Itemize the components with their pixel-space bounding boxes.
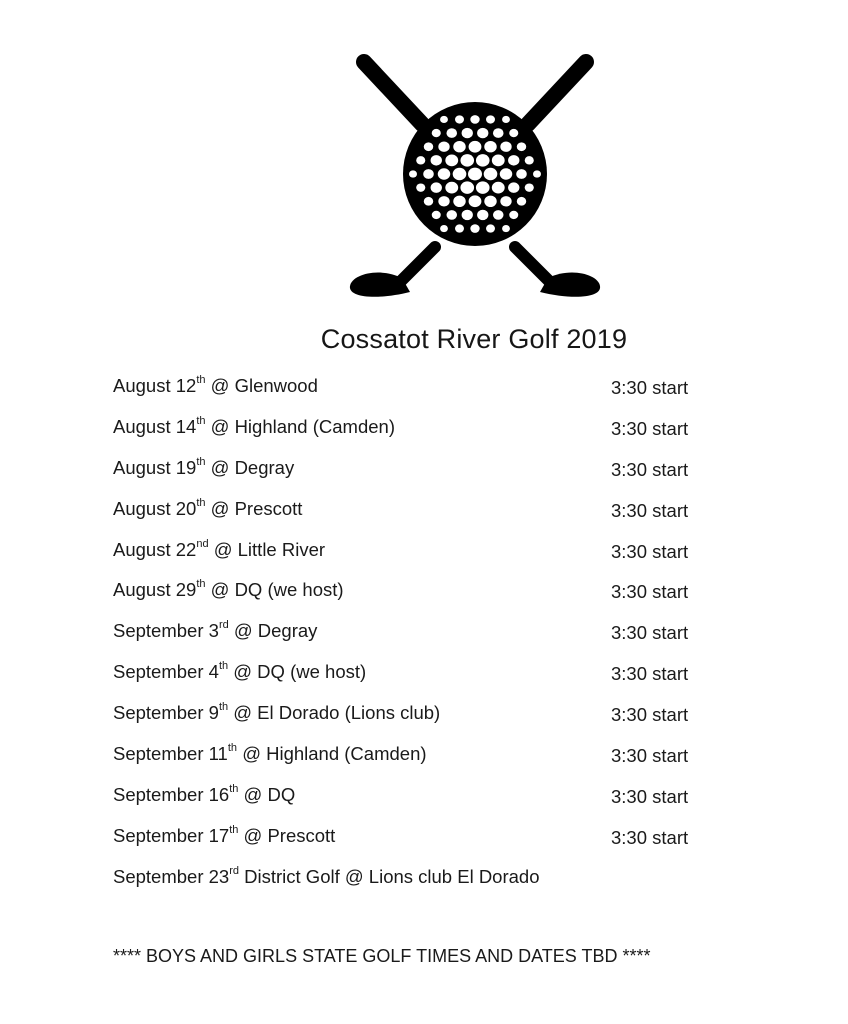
start-time: 3:30 start xyxy=(611,458,689,480)
schedule-row: September 9th @ El Dorado (Lions club) 3:30 start xyxy=(113,698,713,739)
start-time: 3:30 start xyxy=(611,745,689,767)
start-time: 3:30 start xyxy=(611,622,689,644)
schedule-row: September 4th @ DQ (we host) 3:30 start xyxy=(113,657,713,698)
start-time: 3:30 start xyxy=(611,499,689,521)
schedule-row: September 17th @ Prescott 3:30 start xyxy=(113,821,713,862)
schedule-row: August 19th @ Degray 3:30 start xyxy=(113,453,713,494)
start-time: 3:30 start xyxy=(611,785,689,807)
footer-note: **** BOYS AND GIRLS STATE GOLF TIMES AND DATES TBD **** xyxy=(113,946,651,966)
start-time: 3:30 start xyxy=(611,663,689,685)
schedule-row: September 23rd District Golf @ Lions club El Dorado xyxy=(113,864,540,887)
golf-ball-crossed-clubs-icon xyxy=(340,42,610,322)
start-time: 3:30 start xyxy=(611,540,689,562)
schedule-list xyxy=(113,371,713,903)
schedule-row: September 11th @ Highland (Camden) 3:30 start xyxy=(113,739,713,780)
page-title: Cossatot River Golf 2019 xyxy=(320,324,628,354)
schedule-row: August 22nd @ Little River 3:30 start xyxy=(113,535,713,576)
schedule-row: September 3rd @ Degray 3:30 start xyxy=(113,616,713,657)
schedule-row: August 14th @ Highland (Camden) 3:30 start xyxy=(113,412,713,453)
schedule-row: August 29th @ DQ (we host) 3:30 start xyxy=(113,575,713,616)
schedule-row: September 16th @ DQ 3:30 start xyxy=(113,780,713,821)
start-time: 3:30 start xyxy=(611,826,689,848)
start-time: 3:30 start xyxy=(611,581,689,603)
schedule-row: August 12th @ Glenwood 3:30 start xyxy=(113,371,713,412)
start-time: 3:30 start xyxy=(611,377,689,398)
start-time: 3:30 start xyxy=(611,417,689,439)
schedule-row: August 20th @ Prescott 3:30 start xyxy=(113,494,713,535)
start-time: 3:30 start xyxy=(611,704,689,726)
